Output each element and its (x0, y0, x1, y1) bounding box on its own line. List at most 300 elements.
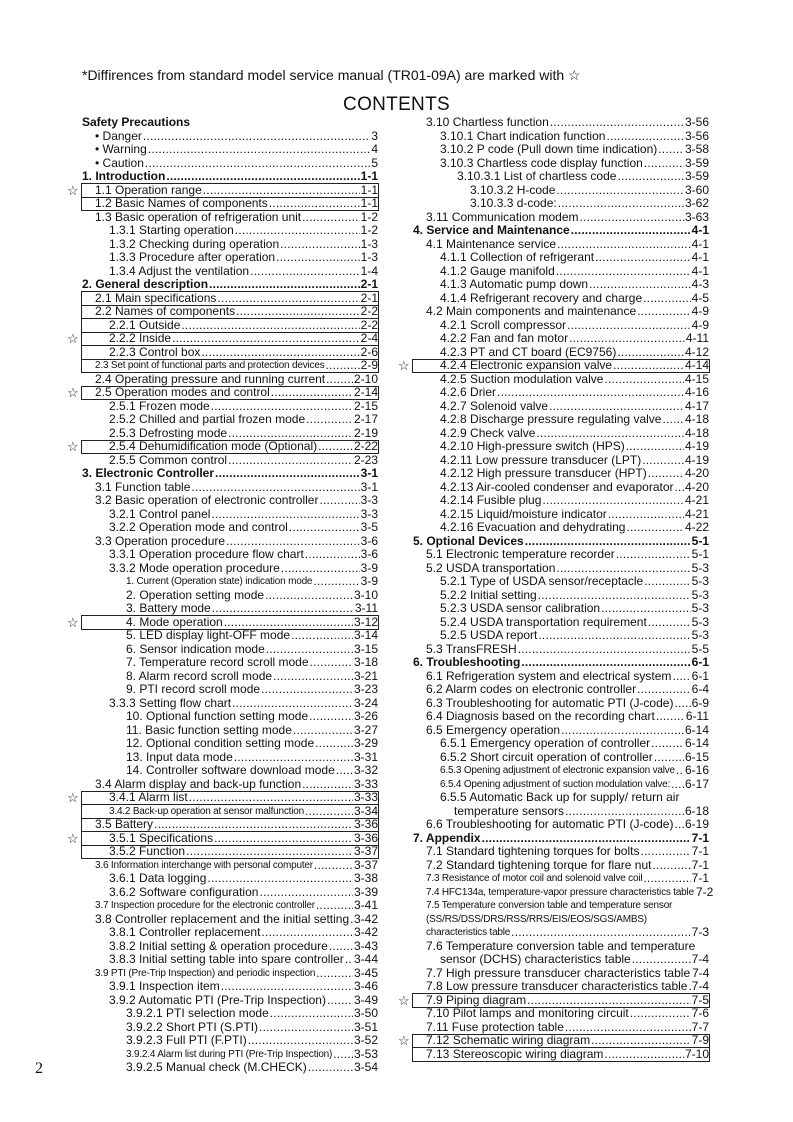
dot-leader (643, 872, 690, 886)
toc-entry[interactable] (413, 884, 714, 900)
toc-right-column (398, 115, 714, 1061)
toc-entry[interactable] (413, 778, 709, 792)
toc-entry[interactable] (413, 400, 709, 414)
toc-entry[interactable] (413, 386, 709, 400)
toc-entry[interactable] (413, 130, 709, 144)
toc-entry[interactable] (413, 427, 709, 441)
toc-entry-page: 1-3 (360, 236, 378, 251)
toc-entry[interactable] (82, 778, 378, 792)
toc-entry[interactable] (413, 683, 709, 697)
toc-entry[interactable] (82, 400, 378, 414)
dot-leader (550, 116, 684, 130)
toc-entry-page: 4-18 (684, 425, 709, 440)
toc-entry[interactable] (413, 710, 709, 724)
dot-leader (521, 656, 690, 670)
toc-entry[interactable] (413, 440, 709, 454)
toc-entry[interactable] (413, 548, 709, 562)
toc-entry[interactable] (413, 170, 709, 184)
toc-entry[interactable] (413, 1048, 709, 1062)
toc-entry-title: 2.2 Names of components (95, 304, 236, 318)
toc-entry-page: 5-3 (691, 628, 709, 642)
dot-leader (527, 994, 691, 1008)
toc-entry[interactable] (82, 346, 378, 360)
toc-entry[interactable] (82, 265, 378, 279)
toc-entry-page: 3-1 (360, 466, 378, 480)
toc-entry[interactable] (413, 319, 709, 333)
toc-entry[interactable] (413, 589, 709, 603)
toc-entry-title: 2.5.2 Chilled and partial frozen mode (109, 412, 306, 426)
toc-entry[interactable] (82, 1034, 378, 1048)
toc-entry-page: 3-1 (360, 479, 378, 494)
toc-entry[interactable] (82, 872, 378, 886)
toc-entry[interactable] (82, 359, 378, 373)
toc-entry[interactable] (82, 643, 378, 657)
toc-entry-page: 6-11 (685, 709, 709, 723)
dot-leader (250, 265, 360, 279)
dot-leader (591, 1034, 691, 1048)
toc-entry-title: 3.9 PTI (Pre-Trip Inspection) and periodic inspection (95, 967, 316, 979)
toc-entry-title: 5. Optional Devices (413, 533, 524, 548)
toc-entry[interactable] (82, 1007, 378, 1021)
toc-entry-title: 3.9.2.1 PTI selection mode (126, 1006, 269, 1020)
toc-entry[interactable] (413, 845, 709, 859)
dot-leader (186, 845, 353, 859)
dot-leader (189, 791, 353, 805)
toc-entry[interactable] (413, 305, 709, 319)
toc-entry-page: 3-41 (353, 898, 378, 912)
toc-entry[interactable] (82, 427, 378, 441)
toc-entry-page: 3 (371, 128, 378, 143)
dot-leader (291, 629, 353, 643)
toc-entry-page: 4-22 (684, 520, 709, 534)
changed-star-icon: ☆ (67, 182, 79, 198)
toc-entry[interactable] (413, 521, 709, 535)
toc-entry[interactable] (82, 521, 378, 535)
toc-entry[interactable] (413, 751, 709, 765)
toc-entry[interactable] (82, 548, 378, 562)
toc-entry-title: 4. Mode operation (126, 614, 223, 629)
toc-entry[interactable] (82, 926, 378, 940)
toc-entry-page: 4-19 (684, 439, 709, 453)
toc-entry-title: 12. Optional condition setting mode (126, 736, 315, 750)
toc-entry-page: 7-1 (691, 830, 709, 845)
toc-entry[interactable] (82, 305, 378, 319)
toc-entry-page: 6-17 (684, 776, 709, 791)
dot-leader (270, 1007, 353, 1021)
dot-leader (217, 292, 359, 306)
toc-entry[interactable] (82, 467, 378, 481)
toc-entry-page: 6-18 (684, 803, 709, 818)
toc-entry-title: 5.3 TransFRESH (426, 641, 517, 656)
toc-entry-title: 6. Troubleshooting (413, 655, 521, 669)
toc-entry[interactable] (413, 575, 709, 589)
changed-star-icon: ☆ (67, 830, 79, 846)
toc-entry-page: 4-15 (684, 371, 709, 386)
toc-entry[interactable] (67, 439, 378, 454)
dot-leader (315, 737, 353, 751)
toc-entry-page: 5 (371, 155, 378, 170)
toc-entry[interactable] (82, 535, 378, 549)
toc-entry-page: 3-50 (353, 1006, 378, 1020)
toc-entry-title: 7.13 Stereoscopic wiring diagram (426, 1046, 604, 1061)
dot-leader (662, 413, 684, 427)
dot-leader (571, 224, 691, 238)
toc-entry-page: 3-39 (353, 884, 378, 899)
toc-entry[interactable] (82, 292, 378, 306)
toc-entry[interactable] (413, 467, 709, 481)
toc-entry[interactable] (67, 331, 378, 346)
toc-entry[interactable] (82, 494, 378, 508)
toc-entry-page: 3-6 (360, 533, 378, 548)
toc-entry[interactable] (82, 319, 378, 333)
toc-entry-title: 7. Appendix (413, 830, 481, 845)
dot-leader (617, 170, 684, 184)
dot-leader (191, 481, 359, 495)
toc-entry-title: 2.5.4 Dehumidification mode (Optional) (109, 439, 318, 453)
toc-entry-page: 3-33 (353, 776, 378, 791)
toc-entry-title: 3.10.1 Chart indication function (440, 128, 606, 143)
toc-entry[interactable] (413, 265, 709, 279)
toc-entry[interactable] (413, 292, 709, 306)
toc-entry-page: 3-9 (360, 574, 378, 588)
dot-leader (306, 413, 353, 427)
toc-entry[interactable] (413, 211, 709, 225)
toc-entry-page: 6-1 (691, 668, 709, 683)
dot-leader (302, 778, 353, 792)
dot-leader (616, 548, 691, 562)
dot-leader (637, 683, 691, 697)
toc-entry[interactable] (82, 170, 378, 184)
toc-entry-title: 1.1 Operation range (95, 182, 202, 197)
toc-entry[interactable] (413, 278, 709, 292)
toc-entry-title: 4.1.1 Collection of refrigerant (440, 250, 595, 264)
toc-entry-title: 3.8.3 Initial setting table into spare controller (109, 952, 344, 966)
toc-entry[interactable] (82, 670, 378, 684)
page-title: CONTENTS (343, 94, 450, 115)
toc-entry[interactable] (82, 454, 378, 468)
toc-entry[interactable] (398, 1033, 709, 1048)
toc-entry[interactable] (82, 116, 378, 130)
toc-entry-page: 4-1 (691, 263, 709, 278)
toc-entry-page: 4-9 (691, 304, 709, 318)
toc-entry-title: 3.9.2.2 Short PTI (S.PTI) (126, 1019, 259, 1034)
toc-entry[interactable] (82, 238, 378, 252)
toc-entry[interactable] (413, 332, 709, 346)
dot-leader (207, 872, 353, 886)
dot-leader (201, 346, 359, 360)
toc-entry[interactable] (413, 373, 709, 387)
toc-entry-page: 3-62 (684, 196, 709, 210)
toc-entry[interactable] (413, 643, 709, 657)
toc-entry[interactable] (82, 859, 378, 873)
toc-entry-page: 3-3 (360, 506, 378, 521)
toc-entry[interactable] (413, 197, 709, 211)
toc-entry[interactable] (413, 967, 709, 981)
dot-leader (313, 575, 359, 589)
toc-entry-page: 6-9 (691, 695, 709, 710)
toc-entry[interactable] (413, 899, 709, 940)
dot-leader (557, 238, 691, 252)
dot-leader (319, 494, 359, 508)
toc-entry-title: 3.10.3.1 List of chartless code (457, 169, 617, 183)
toc-entry[interactable] (82, 602, 378, 616)
toc-entry[interactable] (82, 737, 378, 751)
dot-leader (567, 319, 691, 333)
toc-entry-title: 3.3 Operation procedure (95, 533, 226, 548)
toc-entry[interactable] (82, 575, 378, 589)
toc-entry-page: 6-19 (684, 817, 709, 831)
toc-entry[interactable] (413, 724, 709, 738)
toc-entry[interactable] (413, 629, 709, 643)
dot-leader (316, 967, 353, 981)
toc-entry[interactable] (82, 481, 378, 495)
toc-entry[interactable] (82, 710, 378, 724)
dot-leader (269, 197, 360, 211)
toc-entry-title: 3.9.1 Inspection item (109, 979, 220, 993)
toc-entry[interactable] (82, 130, 378, 144)
toc-entry[interactable] (82, 764, 378, 778)
toc-entry-page: 3-36 (353, 817, 378, 831)
toc-entry[interactable] (413, 1021, 709, 1035)
toc-entry[interactable] (413, 872, 709, 886)
toc-entry-title: 8. Alarm record scroll mode (126, 668, 273, 683)
toc-entry-title: 3. Electronic Controller (82, 466, 215, 480)
toc-entry-page: 5-3 (691, 574, 709, 588)
toc-entry-page: 2-6 (360, 344, 378, 359)
toc-entry[interactable] (82, 1061, 378, 1075)
toc-entry[interactable] (413, 859, 709, 873)
toc-entry-page: 1-2 (360, 209, 378, 224)
toc-entry-title: 3.9.2 Automatic PTI (Pre-Trip Inspection) (109, 992, 326, 1007)
dot-leader (326, 373, 353, 387)
toc-entry[interactable] (82, 845, 378, 859)
toc-entry-page: 3-54 (353, 1060, 378, 1074)
toc-entry-page: 2-1 (360, 277, 378, 291)
toc-entry[interactable] (413, 818, 709, 832)
toc-entry-title: • Caution (95, 155, 144, 170)
dot-leader (211, 508, 359, 522)
toc-entry[interactable] (413, 562, 709, 576)
dot-leader (181, 319, 359, 333)
toc-entry-title: 7.4 HFC134a, temperature-vapor pressure characteristics table (426, 886, 694, 898)
toc-entry[interactable] (82, 629, 378, 643)
toc-entry-title: 5.2 USDA transportation (426, 560, 556, 575)
toc-entry-page: 7-1 (691, 857, 709, 872)
toc-entry-title: 4.2.3 PT and CT board (EC9756) (440, 344, 617, 359)
toc-entry-page: 3-59 (684, 169, 709, 183)
dot-leader (556, 562, 690, 576)
toc-entry[interactable] (82, 211, 378, 225)
toc-entry-title: 3.9.2.5 Manual check (M.CHECK) (126, 1060, 307, 1074)
toc-entry[interactable] (82, 157, 378, 171)
changed-star-icon: ☆ (398, 358, 410, 373)
toc-entry[interactable] (413, 535, 709, 549)
toc-entry[interactable] (82, 899, 378, 913)
toc-entry-title: 3.9.2.3 Full PTI (F.PTI) (126, 1033, 247, 1047)
toc-entry-page: 5-3 (691, 560, 709, 575)
toc-entry[interactable] (82, 508, 378, 522)
toc-entry[interactable] (413, 616, 709, 630)
toc-entry[interactable] (413, 116, 709, 130)
dot-leader (601, 602, 691, 616)
dot-leader (648, 616, 691, 630)
toc-entry[interactable] (82, 589, 378, 603)
toc-entry[interactable] (82, 1021, 378, 1035)
toc-entry-title: 4.2.7 Solenoid valve (440, 398, 549, 413)
toc-entry[interactable] (413, 238, 709, 252)
toc-entry-page: 1-1 (360, 169, 378, 183)
toc-entry[interactable] (82, 562, 378, 576)
toc-entry-title: 5.1 Electronic temperature recorder (426, 547, 615, 561)
toc-entry[interactable] (82, 967, 378, 981)
toc-entry[interactable] (413, 143, 709, 157)
toc-entry-title: 6. Sensor indication mode (126, 641, 265, 656)
toc-entry-page: 3-11 (354, 601, 378, 615)
dot-leader (556, 265, 691, 279)
dot-leader (632, 953, 691, 967)
toc-entry-title: 7. Temperature record scroll mode (126, 655, 309, 669)
toc-entry[interactable] (413, 184, 709, 198)
toc-entry-title: 3.2 Basic operation of electronic controller (95, 493, 319, 507)
toc-entry[interactable] (82, 818, 378, 832)
toc-entry[interactable] (413, 1007, 709, 1021)
dot-leader (302, 211, 360, 225)
toc-entry[interactable] (82, 373, 378, 387)
difference-note: *Diffirences from standard model service manual (TR01-09A) are marked with ☆ (82, 67, 581, 83)
toc-entry-title: 3.5 Battery (95, 817, 154, 831)
toc-entry-title: 4.2.11 Low pressure transducer (LPT) (440, 452, 642, 467)
toc-entry[interactable] (413, 494, 709, 508)
toc-entry-page: 2-19 (353, 425, 378, 440)
toc-entry-page: 3-29 (353, 736, 378, 750)
dot-leader (350, 913, 353, 927)
toc-entry-title: 1.3.1 Starting operation (109, 223, 234, 237)
toc-entry[interactable] (413, 670, 709, 684)
toc-entry-page: 3-12 (353, 614, 378, 629)
toc-entry[interactable] (413, 224, 709, 238)
toc-entry-page: 2-2 (360, 317, 378, 332)
toc-entry-page: 7-10 (684, 1046, 709, 1061)
toc-entry[interactable] (82, 143, 378, 157)
toc-entry[interactable] (413, 764, 709, 778)
toc-entry[interactable] (82, 197, 378, 211)
dot-leader (643, 292, 691, 306)
dot-leader (644, 575, 690, 589)
toc-entry-page: 7-6 (691, 1006, 709, 1020)
toc-entry[interactable] (82, 413, 378, 427)
toc-entry-title: 6.5 Emergency operation (426, 722, 561, 737)
toc-entry-page: 4-17 (684, 398, 709, 413)
toc-entry-page: 4 (371, 142, 378, 156)
toc-entry[interactable] (82, 656, 378, 670)
toc-entry[interactable] (413, 157, 709, 171)
toc-entry[interactable] (413, 980, 709, 994)
toc-entry-title: 4.2.15 Liquid/moisture indicator (440, 506, 607, 521)
toc-entry[interactable] (82, 724, 378, 738)
toc-entry-title: 6.5.4 Opening adjustment of suction modulation valve: (440, 778, 671, 790)
toc-entry-page: 3-31 (353, 749, 378, 764)
toc-entry[interactable] (413, 454, 709, 468)
dot-leader (259, 1021, 353, 1035)
toc-entry-page: 7-3 (691, 925, 709, 939)
toc-entry[interactable] (413, 656, 709, 670)
toc-entry[interactable] (413, 940, 709, 967)
toc-entry[interactable] (82, 278, 378, 292)
toc-entry-title: 4.2.9 Check valve (440, 425, 536, 440)
toc-entry[interactable] (82, 251, 378, 265)
toc-entry-title: 3.4 Alarm display and back-up function (95, 776, 302, 791)
dot-leader (688, 980, 690, 994)
toc-entry[interactable] (82, 697, 378, 711)
toc-entry[interactable] (398, 992, 709, 1008)
toc-entry[interactable] (82, 953, 378, 967)
toc-entry-page: 3-63 (684, 209, 709, 224)
dot-leader (289, 521, 360, 535)
toc-entry[interactable] (413, 832, 709, 846)
toc-entry[interactable] (67, 385, 378, 400)
toc-entry[interactable] (413, 251, 709, 265)
toc-entry-page: 7-5 (691, 992, 709, 1007)
toc-entry[interactable] (82, 913, 378, 927)
toc-entry-title: • Warning (95, 142, 147, 156)
toc-entry[interactable] (413, 481, 709, 495)
toc-entry-title: 6.2 Alarm codes on electronic controller (426, 682, 637, 696)
toc-entry-page: 6-14 (684, 722, 709, 737)
dot-leader (525, 535, 691, 549)
toc-entry[interactable] (413, 413, 709, 427)
toc-entry-title: 3.10.3.2 H-code (470, 182, 556, 197)
toc-entry-title: 4.2.8 Discharge pressure regulating valve (440, 412, 662, 426)
toc-entry[interactable] (413, 737, 709, 751)
toc-entry-title: 6.5.1 Emergency operation of controller (440, 736, 651, 750)
toc-entry-title: (SS/RS/DSS/DRS/RSS/RRS/EIS/EOS/SGS/AMBS) (426, 913, 647, 925)
toc-entry[interactable] (82, 1048, 378, 1062)
toc-entry[interactable] (67, 790, 378, 805)
toc-entry-page: 3-42 (353, 925, 378, 939)
toc-entry[interactable] (67, 830, 378, 846)
toc-entry-page: 3-56 (684, 115, 709, 129)
dot-leader (308, 1061, 353, 1075)
toc-entry[interactable] (82, 683, 378, 697)
toc-entry[interactable] (82, 886, 378, 900)
toc-entry[interactable] (82, 751, 378, 765)
dot-leader (145, 157, 370, 171)
toc-entry-title: 7.6 Temperature conversion table and temperature (426, 938, 696, 953)
dot-leader (642, 454, 684, 468)
toc-entry[interactable] (82, 224, 378, 238)
toc-entry[interactable] (413, 697, 709, 711)
toc-entry-page: 3-15 (353, 641, 378, 656)
dot-leader (280, 238, 360, 252)
changed-star-icon: ☆ (67, 790, 79, 805)
toc-entry[interactable] (67, 614, 378, 630)
toc-entry[interactable] (413, 508, 709, 522)
changed-star-icon: ☆ (398, 1033, 410, 1048)
toc-entry-page: 4-16 (684, 385, 709, 399)
toc-entry[interactable] (82, 805, 378, 819)
toc-entry[interactable] (413, 791, 709, 818)
toc-entry[interactable] (82, 980, 378, 994)
toc-entry[interactable] (413, 346, 709, 360)
toc-entry-page: 3-42 (353, 911, 378, 926)
toc-entry[interactable] (413, 602, 709, 616)
toc-entry-title: 11. Basic function setting mode (126, 722, 292, 737)
toc-entry[interactable] (398, 358, 709, 373)
toc-entry[interactable] (67, 182, 378, 198)
toc-entry[interactable] (82, 940, 378, 954)
toc-entry[interactable] (82, 994, 378, 1008)
toc-entry-page: 2-10 (353, 371, 378, 386)
